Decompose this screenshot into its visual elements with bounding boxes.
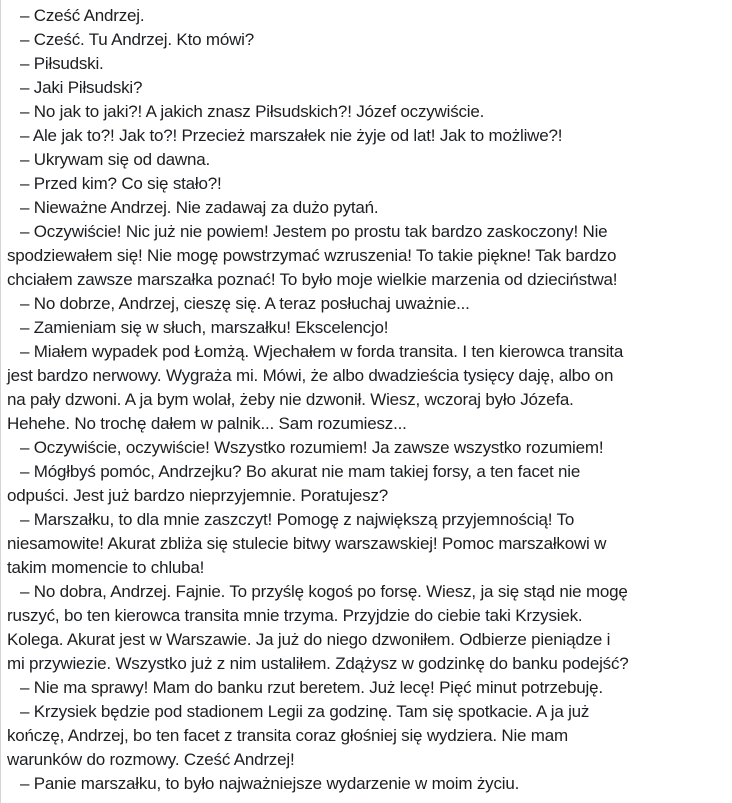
dialogue-paragraph: [7, 196, 726, 220]
dialogue-line: – Nieważne Andrzej. Nie zadawaj za dużo pytań.: [20, 198, 379, 217]
dialogue-line: – Jaki Piłsudski?: [20, 78, 143, 97]
dialogue-line: – Cześć Andrzej.: [20, 6, 145, 25]
dialogue-paragraph: [7, 76, 726, 100]
dialogue-line: – Panie marszałku, to było najważniejsze wydarzenie w moim życiu.: [20, 774, 520, 793]
dialogue-line: warunków do rozmowy. Cześć Andrzej!: [7, 750, 295, 769]
dialogue-paragraph: [7, 580, 726, 676]
dialogue-paragraph: [7, 148, 726, 172]
dialogue-paragraph: [7, 772, 726, 796]
dialogue-post-text: [7, 4, 726, 796]
dialogue-line: – Miałem wypadek pod Łomżą. Wjechałem w forda transita. I ten kierowca transita: [20, 342, 624, 361]
dialogue-paragraph: [7, 292, 726, 316]
dialogue-paragraph: [7, 460, 726, 508]
dialogue-paragraph: [7, 100, 726, 124]
dialogue-paragraph: [7, 220, 726, 292]
dialogue-line: – Zamieniam się w słuch, marszałku! Ekscelencjo!: [20, 318, 389, 337]
dialogue-paragraph: [7, 172, 726, 196]
dialogue-paragraph: [7, 28, 726, 52]
dialogue-line: – Mógłbyś pomóc, Andrzejku? Bo akurat nie mam takiej forsy, a ten facet nie: [20, 462, 581, 481]
dialogue-line: niesamowite! Akurat zbliża się stulecie bitwy warszawskiej! Pomoc marszałkowi w: [7, 534, 607, 553]
dialogue-paragraph: [7, 124, 726, 148]
dialogue-paragraph: [7, 52, 726, 76]
dialogue-line: – No dobrze, Andrzej, cieszę się. A teraz posłuchaj uważnie...: [20, 294, 470, 313]
dialogue-line: – No dobra, Andrzej. Fajnie. To przyślę kogoś po forsę. Wiesz, ja się stąd nie mogę: [20, 582, 628, 601]
dialogue-line: – Oczywiście, oczywiście! Wszystko rozumiem! Ja zawsze wszystko rozumiem!: [20, 438, 604, 457]
dialogue-line: Hehehe. No trochę dałem w palnik... Sam rozumiesz...: [7, 414, 407, 433]
dialogue-line: ruszyć, bo ten kierowca transita mnie trzyma. Przyjdzie do ciebie taki Krzysiek.: [7, 606, 583, 625]
dialogue-paragraph: [7, 340, 726, 436]
dialogue-line: mi przywiezie. Wszystko już z nim ustaliłem. Zdążysz w godzinkę do banku podejść?: [7, 654, 629, 673]
dialogue-paragraph: [7, 700, 726, 772]
dialogue-paragraph: [7, 4, 726, 28]
dialogue-line: spodziewałem się! Nie mogę powstrzymać wzruszenia! To takie piękne! Tak bardzo: [7, 246, 617, 265]
dialogue-paragraph: [7, 676, 726, 700]
dialogue-line: – No jak to jaki?! A jakich znasz Piłsudskich?! Józef oczywiście.: [20, 102, 485, 121]
dialogue-line: – Ukrywam się od dawna.: [20, 150, 211, 169]
dialogue-paragraph: [7, 316, 726, 340]
dialogue-line: Kolega. Akurat jest w Warszawie. Ja już do niego dzwoniłem. Odbierze pieniądze i: [7, 630, 611, 649]
dialogue-line: – Ale jak to?! Jak to?! Przecież marszałek nie żyje od lat! Jak to możliwe?!: [20, 126, 563, 145]
dialogue-line: – Cześć. Tu Andrzej. Kto mówi?: [20, 30, 254, 49]
dialogue-line: jest bardzo nerwowy. Wygraża mi. Mówi, że albo dwadzieścia tysięcy daję, albo on: [7, 366, 614, 385]
dialogue-line: takim momencie to chluba!: [7, 558, 205, 577]
dialogue-line: – Piłsudski.: [20, 54, 104, 73]
dialogue-line: kończę, Andrzej, bo ten facet z transita coraz głośniej się wydziera. Nie mam: [7, 726, 568, 745]
dialogue-line: odpuści. Jest już bardzo nieprzyjemnie. Poratujesz?: [7, 486, 388, 505]
dialogue-line: na pały dzwoni. A ja bym wolał, żeby nie dzwonił. Wiesz, wczoraj było Józefa.: [7, 390, 574, 409]
dialogue-paragraph: [7, 508, 726, 580]
dialogue-line: – Oczywiście! Nic już nie powiem! Jestem po prostu tak bardzo zaskoczony! Nie: [20, 222, 608, 241]
dialogue-line: – Przed kim? Co się stało?!: [20, 174, 222, 193]
dialogue-line: – Krzysiek będzie pod stadionem Legii za godzinę. Tam się spotkacie. A ja już: [20, 702, 590, 721]
dialogue-line: – Marszałku, to dla mnie zaszczyt! Pomogę z największą przyjemnością! To: [20, 510, 575, 529]
dialogue-paragraph: [7, 436, 726, 460]
dialogue-line: chciałem zawsze marszałka poznać! To było moje wielkie marzenia od dzieciństwa!: [7, 270, 618, 289]
dialogue-line: – Nie ma sprawy! Mam do banku rzut beretem. Już lecę! Pięć minut potrzebuję.: [20, 678, 603, 697]
